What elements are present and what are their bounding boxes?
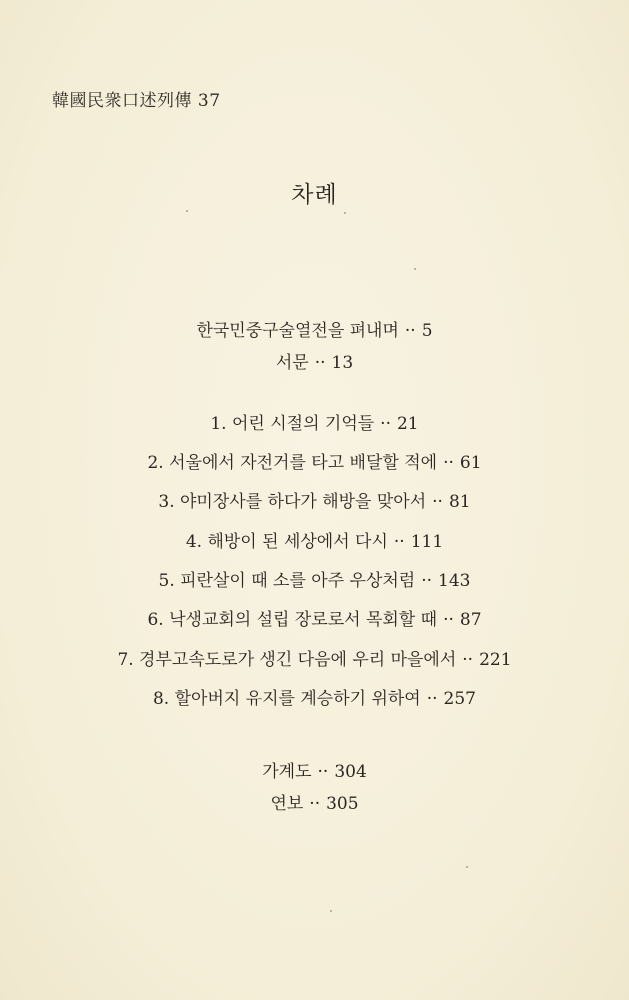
toc-entry-chapter-1 <box>0 409 629 434</box>
toc-entry-chapter-4 <box>0 527 629 552</box>
paper-speck <box>186 210 188 212</box>
toc-entry-label: 7. 경부고속도로가 생긴 다음에 우리 마을에서 <box>117 650 457 670</box>
toc-entry-page: 5 <box>421 321 433 341</box>
toc-title: 차례 <box>291 182 338 208</box>
toc-separator: ·· <box>393 532 405 552</box>
toc-entry-chapter-7 <box>0 645 629 670</box>
series-title: 韓國民衆口述列傳 37 <box>52 91 221 111</box>
toc-separator: ·· <box>443 453 454 473</box>
toc-entry-page: 61 <box>459 453 482 473</box>
toc-entry-foreword <box>0 348 629 373</box>
toc-separator: ·· <box>404 321 416 341</box>
toc-entry-page: 111 <box>410 532 444 552</box>
toc-entry-family-tree <box>0 757 629 782</box>
toc-entry-label: 연보 <box>270 794 304 814</box>
toc-entry-label: 한국민중구술열전을 펴내며 <box>196 321 399 341</box>
toc-entry-label: 6. 낙생교회의 설립 장로로서 목회할 때 <box>147 610 438 630</box>
toc-entry-page: 143 <box>438 571 471 591</box>
toc-separator: ·· <box>426 689 438 709</box>
toc-entry-label: 4. 해방이 된 세상에서 다시 <box>185 532 388 552</box>
toc-entry-page: 81 <box>448 492 471 512</box>
toc-entry-page: 87 <box>459 610 482 630</box>
paper-speck <box>466 866 468 868</box>
toc-entry-chronology <box>0 789 629 814</box>
toc-separator: ·· <box>443 610 454 630</box>
toc-entry-chapter-8 <box>0 684 629 709</box>
toc-entry-chapter-6 <box>0 605 629 630</box>
paper-speck <box>414 268 416 270</box>
paper-speck <box>330 910 332 912</box>
toc-separator: ·· <box>317 762 329 782</box>
toc-entry-chapter-3 <box>0 487 629 512</box>
toc-entry-page: 221 <box>479 650 512 670</box>
toc-separator: ·· <box>380 414 391 434</box>
toc-entry-label: 5. 피란살이 때 소를 아주 우상처럼 <box>158 571 416 591</box>
toc-entry-page: 305 <box>326 794 359 814</box>
toc-entry-label: 1. 어린 시절의 기억들 <box>210 414 375 434</box>
toc-separator: ·· <box>462 650 474 670</box>
toc-separator: ·· <box>314 353 326 373</box>
toc-entry-label: 서문 <box>275 353 309 373</box>
toc-separator: ·· <box>309 794 321 814</box>
toc-entry-label: 8. 할아버지 유지를 계승하기 위하여 <box>152 689 421 709</box>
toc-entry-page: 304 <box>334 762 367 782</box>
toc-entry-page: 21 <box>396 414 419 434</box>
paper-speck <box>344 212 346 214</box>
toc-entry-page: 13 <box>331 353 354 373</box>
toc-entry-label: 3. 야미장사를 하다가 해방을 맞아서 <box>158 492 427 512</box>
toc-separator: ·· <box>421 571 433 591</box>
toc-entry-label: 가계도 <box>262 762 312 782</box>
toc-entry-chapter-5 <box>0 566 629 591</box>
toc-entry-page: 257 <box>443 689 476 709</box>
toc-entry-chapter-2 <box>0 448 629 473</box>
toc-entry-label: 2. 서울에서 자전거를 타고 배달할 적에 <box>147 453 438 473</box>
toc-entry-preface <box>0 316 629 341</box>
toc-separator: ·· <box>432 492 443 512</box>
